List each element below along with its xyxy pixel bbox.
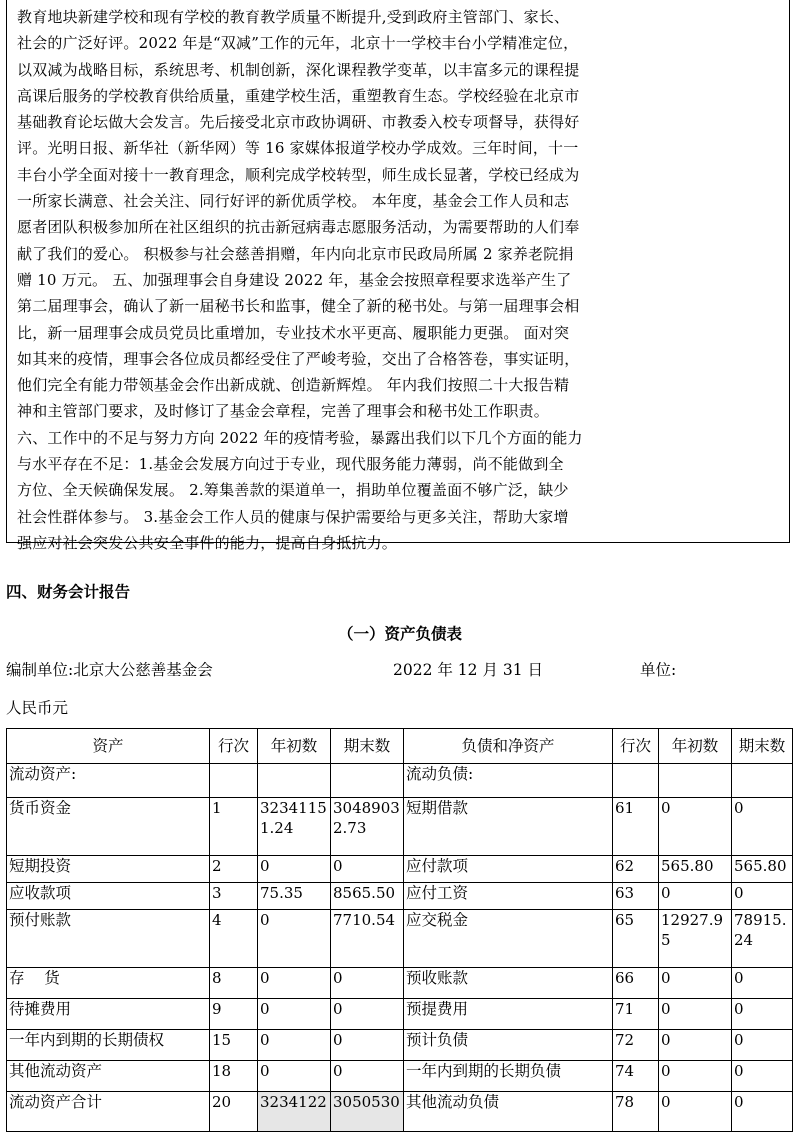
table-cell: 565.80 xyxy=(732,856,793,883)
narrative-line: 教育地块新建学校和现有学校的教育教学质量不断提升,受到政府主管部门、家长、 xyxy=(17,8,570,26)
table-cell: 0 xyxy=(258,1061,331,1092)
table-cell xyxy=(659,764,732,798)
table-cell: 0 xyxy=(331,1030,404,1061)
table-cell xyxy=(258,764,331,798)
narrative-line: 一所家长满意、社会关注、同行好评的新优质学校。 本年度，基金会工作人员和志 xyxy=(17,192,570,211)
header-cell: 行次 xyxy=(210,729,258,764)
table-row xyxy=(7,910,793,968)
unit-label: 单位: xyxy=(640,661,677,679)
table-cell: 0 xyxy=(258,968,331,999)
table-row xyxy=(7,883,793,910)
table-cell: 0 xyxy=(659,968,732,999)
table-cell: 存 货 xyxy=(7,968,210,999)
header-cell: 行次 xyxy=(613,729,659,764)
narrative-line: 赠 10 万元。 五、加强理事会自身建设 2022 年，基金会按照章程要求选举产生了 xyxy=(17,270,572,289)
table-cell: 一年内到期的长期债权 xyxy=(7,1030,210,1061)
table-cell: 72 xyxy=(613,1030,659,1061)
narrative-text-box xyxy=(6,0,790,552)
narrative-line: 丰台小学全面对接十一教育理念，顺利完成学校转型，师生成长显著，学校已经成为 xyxy=(17,165,580,184)
narrative-line: 强应对社会突发公共安全事件的能力，提高自身抵抗力。 xyxy=(17,533,398,552)
narrative-line: 愿者团队积极参加所在社区组织的抗击新冠病毒志愿服务活动，为需要帮助的人们奉 xyxy=(17,218,580,237)
table-row xyxy=(7,1030,793,1061)
table-cell: 3234122 xyxy=(258,1092,331,1132)
table-cell: 0 xyxy=(659,1030,732,1061)
table-cell: 0 xyxy=(258,910,331,968)
table-cell: 一年内到期的长期负债 xyxy=(404,1061,613,1092)
section-heading: 四、财务会计报告 xyxy=(6,582,131,601)
report-date: 2022 年 12 月 31 日 xyxy=(393,661,544,679)
narrative-line: 以双减为战略目标，系统思考、机制创新，深化课程教学变革，以丰富多元的课程提 xyxy=(17,60,580,79)
table-cell: 待摊费用 xyxy=(7,999,210,1030)
table-cell xyxy=(613,764,659,798)
table-cell: 0 xyxy=(732,883,793,910)
table-cell: 应付工资 xyxy=(404,883,613,910)
narrative-line: 与水平存在不足：1.基金会发展方向过于专业，现代服务能力薄弱，尚不能做到全 xyxy=(17,455,564,474)
table-cell: 0 xyxy=(659,999,732,1030)
narrative-line: 如其来的疫情，理事会各位成员都经受住了严峻考验，交出了合格答卷，事实证明， xyxy=(17,349,580,368)
header-cell: 年初数 xyxy=(659,729,732,764)
header-cell: 期末数 xyxy=(732,729,793,764)
table-cell: 20 xyxy=(210,1092,258,1132)
table-cell: 4 xyxy=(210,910,258,968)
table-row xyxy=(7,856,793,883)
table-cell: 65 xyxy=(613,910,659,968)
narrative-line: 基础教育论坛做大会发言。先后接受北京市政协调研、市教委入校专项督导，获得好 xyxy=(17,113,580,132)
narrative-line: 第二届理事会，确认了新一届秘书长和监事，健全了新的秘书处。与第一届理事会相 xyxy=(17,297,580,316)
table-cell: 565.80 xyxy=(659,856,732,883)
table-cell: 预收账款 xyxy=(404,968,613,999)
table-cell: 0 xyxy=(659,883,732,910)
table-cell: 7710.54 xyxy=(331,910,404,968)
narrative-line: 方位、全天候确保发展。 2.筹集善款的渠道单一，捐助单位覆盖面不够广泛，缺少 xyxy=(17,481,569,500)
table-row xyxy=(7,798,793,856)
table-cell: 75.35 xyxy=(258,883,331,910)
table-cell: 3 xyxy=(210,883,258,910)
table-cell xyxy=(732,764,793,798)
table-cell: 18 xyxy=(210,1061,258,1092)
table-cell: 8565.50 xyxy=(331,883,404,910)
table-cell: 0 xyxy=(732,1061,793,1092)
header-cell: 年初数 xyxy=(258,729,331,764)
narrative-line: 献了我们的爱心。 积极参与社会慈善捐赠，年内向北京市民政局所属 2 家养老院捐 xyxy=(17,244,574,263)
balance-sheet-table xyxy=(6,728,793,1132)
table-cell: 应付款项 xyxy=(404,856,613,883)
table-cell: 短期借款 xyxy=(404,798,613,856)
table-cell: 62 xyxy=(613,856,659,883)
table-cell: 0 xyxy=(331,1061,404,1092)
table-cell: 30489032.73 xyxy=(331,798,404,856)
table-cell: 0 xyxy=(331,968,404,999)
table-row xyxy=(7,999,793,1030)
narrative-line: 六、工作中的不足与努力方向 2022 年的疫情考验，暴露出我们以下几个方面的能力 xyxy=(17,428,583,447)
narrative-line: 比，新一届理事会成员党员比重增加，专业技术水平更高、履职能力更强。 面对突 xyxy=(17,323,570,342)
table-cell: 63 xyxy=(613,883,659,910)
currency-label: 人民币元 xyxy=(6,699,69,717)
table-cell: 3050530 xyxy=(331,1092,404,1132)
table-cell: 2 xyxy=(210,856,258,883)
table-cell: 32341151.24 xyxy=(258,798,331,856)
table-cell: 预计负债 xyxy=(404,1030,613,1061)
table-cell: 0 xyxy=(659,1061,732,1092)
table-row xyxy=(7,968,793,999)
table-cell: 12927.95 xyxy=(659,910,732,968)
table-row xyxy=(7,1061,793,1092)
table-cell: 应交税金 xyxy=(404,910,613,968)
table-row xyxy=(7,764,793,798)
table-cell: 71 xyxy=(613,999,659,1030)
table-cell: 0 xyxy=(258,999,331,1030)
table-cell: 其他流动负债 xyxy=(404,1092,613,1132)
table-cell: 流动负债: xyxy=(404,764,613,798)
table-cell: 0 xyxy=(732,999,793,1030)
table-cell: 货币资金 xyxy=(7,798,210,856)
table-cell: 0 xyxy=(732,798,793,856)
table-cell: 0 xyxy=(331,999,404,1030)
table-cell: 流动资产合计 xyxy=(7,1092,210,1132)
narrative-line: 评。光明日报、新华社（新华网）等 16 家媒体报道学校办学成效。三年时间，十一 xyxy=(17,139,579,158)
table-cell xyxy=(331,764,404,798)
table-cell: 0 xyxy=(258,856,331,883)
table-cell: 61 xyxy=(613,798,659,856)
table-cell: 0 xyxy=(659,798,732,856)
narrative-line: 高课后服务的学校教育供给质量，重建学校生活，重塑教育生态。学校经验在北京市 xyxy=(17,86,580,105)
table-cell: 8 xyxy=(210,968,258,999)
narrative-line: 社会的广泛好评。2022 年是“双减”工作的元年，北京十一学校丰台小学精准定位， xyxy=(17,34,579,53)
table-cell: 78915.24 xyxy=(732,910,793,968)
table-cell: 15 xyxy=(210,1030,258,1061)
table-cell: 其他流动资产 xyxy=(7,1061,210,1092)
table-cell: 0 xyxy=(659,1092,732,1132)
table-cell: 流动资产: xyxy=(7,764,210,798)
header-cell: 期末数 xyxy=(331,729,404,764)
table-cell: 0 xyxy=(732,1030,793,1061)
table-title: （一）资产负债表 xyxy=(337,624,462,643)
table-cell: 应收款项 xyxy=(7,883,210,910)
table-cell: 74 xyxy=(613,1061,659,1092)
narrative-line: 他们完全有能力带领基金会作出新成就、创造新辉煌。 年内我们按照二十大报告精 xyxy=(17,376,570,395)
narrative-line: 神和主管部门要求，及时修订了基金会章程，完善了理事会和秘书处工作职责。 xyxy=(17,402,550,421)
table-cell: 1 xyxy=(210,798,258,856)
table-cell: 预付账款 xyxy=(7,910,210,968)
table-cell: 预提费用 xyxy=(404,999,613,1030)
header-cell: 资产 xyxy=(7,729,210,764)
table-cell: 0 xyxy=(258,1030,331,1061)
table-cell: 0 xyxy=(732,968,793,999)
table-cell: 66 xyxy=(613,968,659,999)
table-header-row xyxy=(7,729,793,764)
table-cell: 短期投资 xyxy=(7,856,210,883)
table-cell: 78 xyxy=(613,1092,659,1132)
preparing-unit: 编制单位:北京大公慈善基金会 xyxy=(6,661,213,679)
header-cell: 负债和净资产 xyxy=(404,729,613,764)
table-cell: 9 xyxy=(210,999,258,1030)
table-row xyxy=(7,1092,793,1132)
table-cell: 0 xyxy=(331,856,404,883)
narrative-line: 社会性群体参与。 3.基金会工作人员的健康与保护需要给与更多关注，帮助大家增 xyxy=(17,507,569,526)
table-cell: 0 xyxy=(732,1092,793,1132)
table-cell xyxy=(210,764,258,798)
